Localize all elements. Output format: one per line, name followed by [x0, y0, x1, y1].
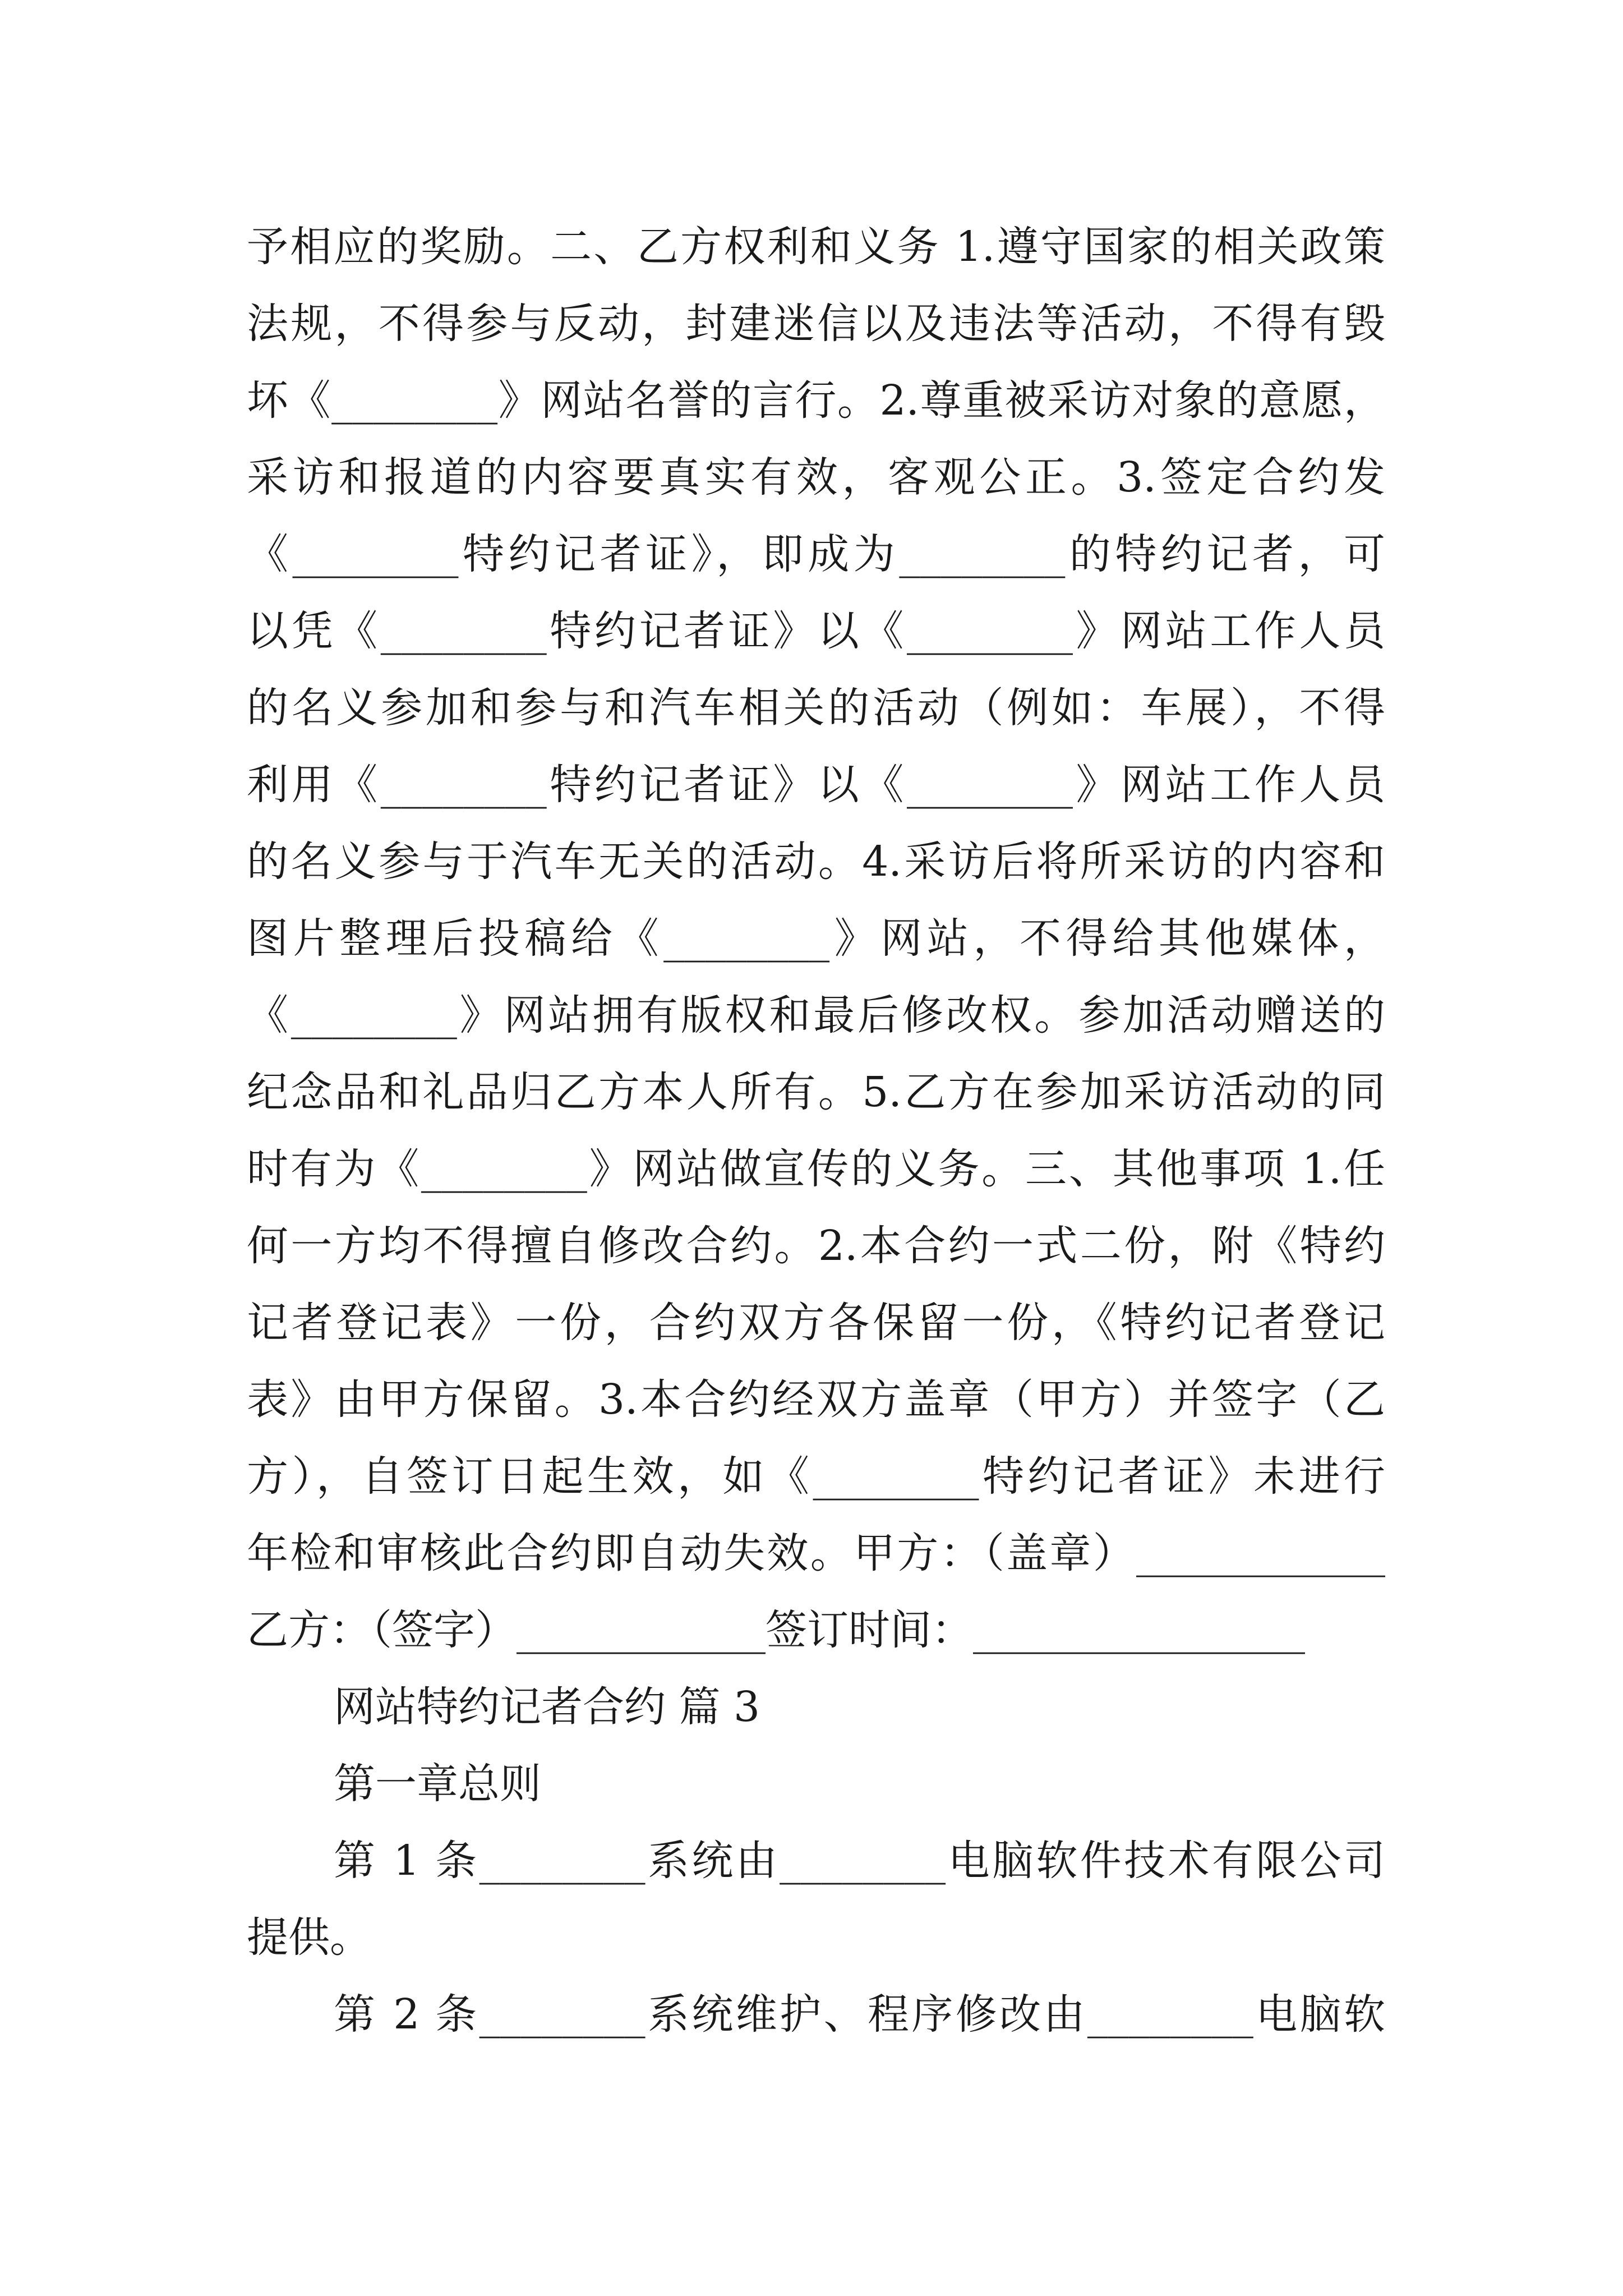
signature-line: 乙方：（签字）____________签订时间：________________	[247, 1606, 1305, 1654]
body-line: 纪念品和礼品归乙方本人所有。5.乙方在参加采访活动的同	[247, 1068, 1385, 1116]
body-line: 图片整理后投稿给《________》网站，不得给其他媒体，	[247, 914, 1385, 963]
body-line: 时有为《________》网站做宣传的义务。三、其他事项 1.任	[247, 1145, 1385, 1193]
body-line: 采访和报道的内容要真实有效，客观公正。3.签定合约发	[247, 453, 1385, 501]
body-line: 予相应的奖励。二、乙方权利和义务 1.遵守国家的相关政策	[247, 223, 1385, 271]
chapter-title: 第一章总则	[334, 1760, 541, 1808]
body-line: 的名义参加和参与和汽车相关的活动（例如：车展），不得	[247, 684, 1385, 732]
article-2-line: 第 2 条________系统维护、程序修改由________电脑软	[334, 1990, 1385, 2039]
body-line: 方），自签订日起生效，如《________特约记者证》未进行	[247, 1452, 1385, 1501]
body-line: 《________特约记者证》，即成为________的特约记者，可	[247, 530, 1385, 578]
body-line: 的名义参与于汽车无关的活动。4.采访后将所采访的内容和	[247, 838, 1385, 886]
body-line: 记者登记表》一份，合约双方各保留一份，《特约记者登记	[247, 1299, 1385, 1347]
body-line: 表》由甲方保留。3.本合约经双方盖章（甲方）并签字（乙	[247, 1375, 1385, 1424]
body-line: 何一方均不得擅自修改合约。2.本合约一式二份，附《特约	[247, 1222, 1385, 1270]
body-line: 利用《________特约记者证》以《________》网站工作人员	[247, 761, 1385, 809]
body-line: 法规，不得参与反动，封建迷信以及违法等活动，不得有毁	[247, 300, 1385, 348]
article-1-line: 提供。	[247, 1913, 371, 1962]
body-line: 坏《________》网站名誉的言行。2.尊重被采访对象的意愿，	[247, 376, 1385, 425]
section-title: 网站特约记者合约 篇 3	[334, 1683, 760, 1731]
body-line: 《________》网站拥有版权和最后修改权。参加活动赠送的	[247, 991, 1385, 1039]
body-line: 年检和审核此合约即自动失效。甲方：（盖章）____________	[247, 1529, 1385, 1577]
document-body	[247, 209, 1385, 2053]
body-line: 以凭《________特约记者证》以《________》网站工作人员	[247, 607, 1385, 655]
article-1-line: 第 1 条________系统由________电脑软件技术有限公司	[334, 1837, 1385, 1885]
